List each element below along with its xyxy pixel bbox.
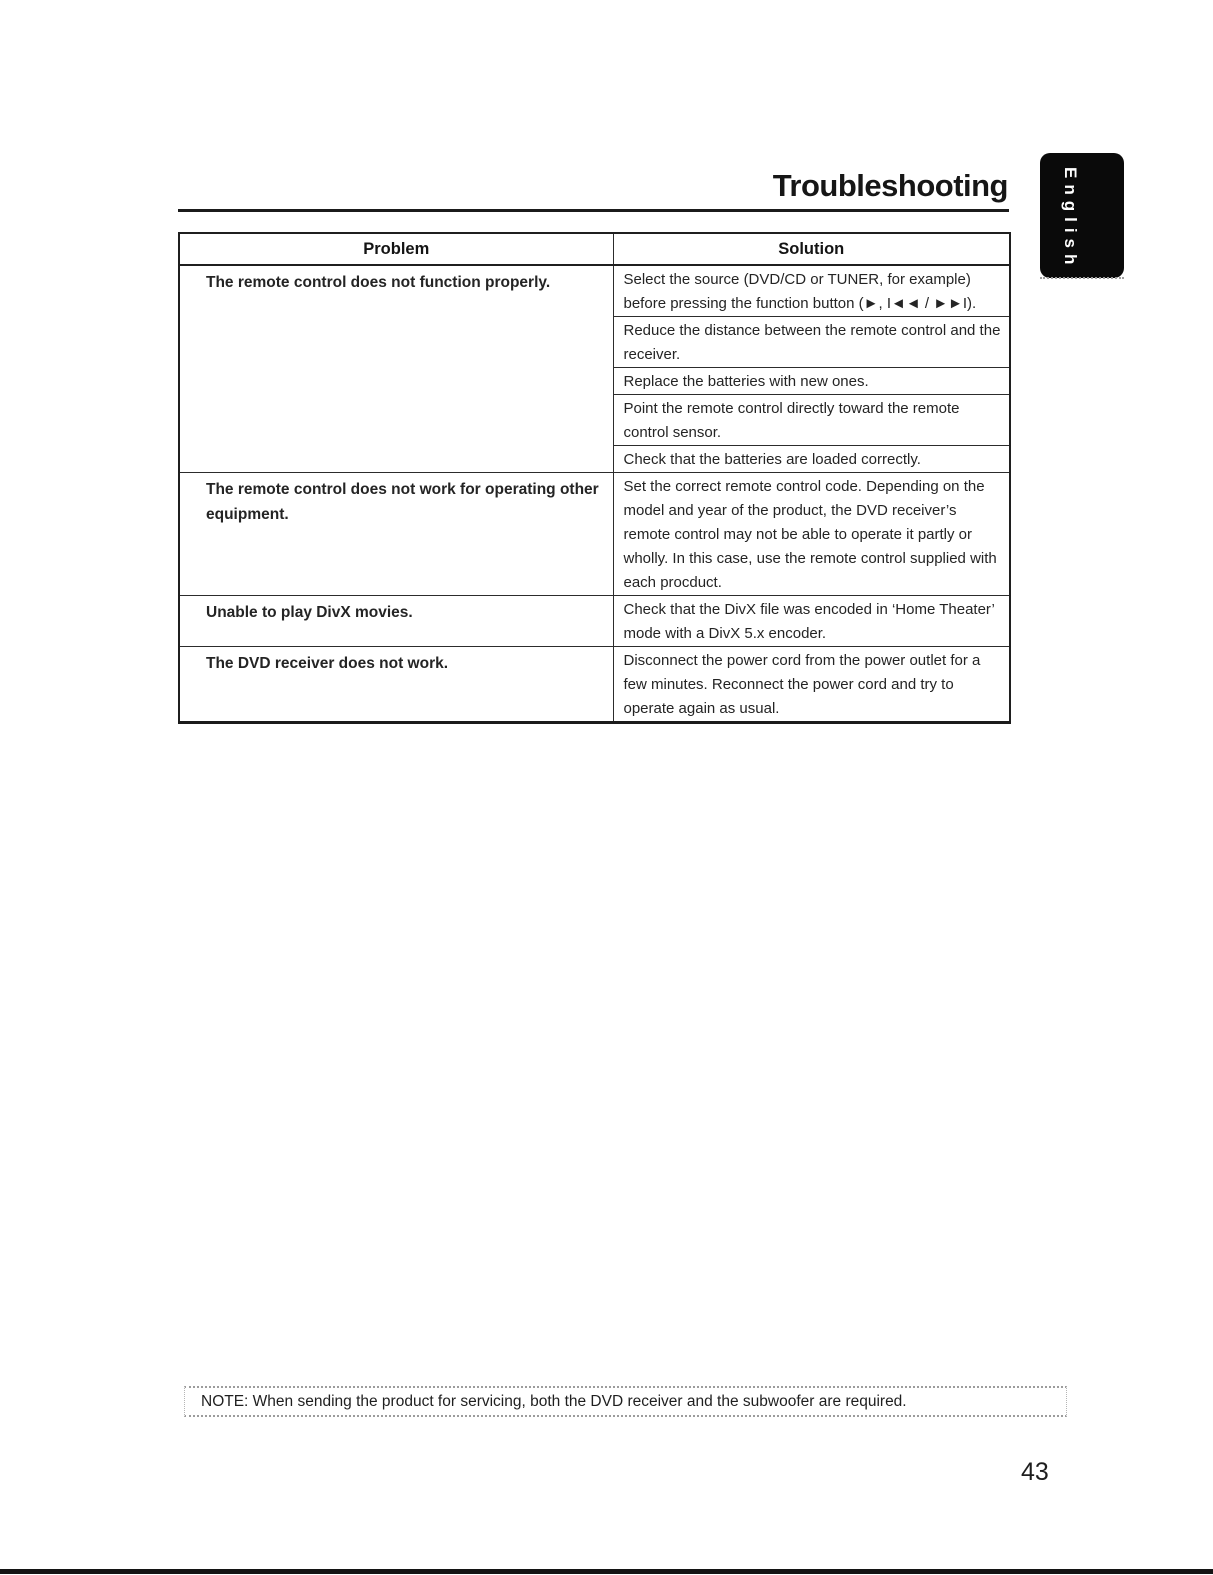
solution-cell: Set the correct remote control code. Depending on the model and year of the product, the DVD receiver’s remote control may not be able to operate it partly or wholly. In this case, use the remote control supplied with each procduct. <box>613 473 1010 596</box>
problem-cell-receiver-not-work: The DVD receiver does not work. <box>179 647 613 723</box>
page-title: Troubleshooting <box>772 168 1008 203</box>
language-tab-scan-fringe <box>1040 277 1124 279</box>
service-note-text: NOTE: When sending the product for servicing, both the DVD receiver and the subwoofer are required. <box>201 1392 907 1410</box>
service-note <box>184 1386 1067 1417</box>
page-number: 43 <box>1021 1458 1049 1486</box>
solution-cell: Replace the batteries with new ones. <box>613 368 1010 395</box>
bottom-scan-bar <box>0 1569 1213 1574</box>
title-rule <box>178 209 1009 212</box>
table-row <box>179 265 1010 317</box>
problem-cell-remote-function: The remote control does not function properly. <box>179 265 613 473</box>
language-tab-english <box>1040 153 1124 278</box>
solution-cell: Select the source (DVD/CD or TUNER, for example) before pressing the function button (►, I◄◄ / ►►I). <box>613 265 1010 317</box>
column-header-solution: Solution <box>613 233 1010 265</box>
problem-cell-remote-other-equipment: The remote control does not work for operating other equipment. <box>179 473 613 596</box>
table-header-row <box>179 233 1010 265</box>
table-row <box>179 473 1010 596</box>
column-header-problem: Problem <box>179 233 613 265</box>
table-row <box>179 647 1010 723</box>
troubleshooting-table <box>178 232 1011 724</box>
solution-cell: Check that the DivX file was encoded in ‘Home Theater’ mode with a DivX 5.x encoder. <box>613 596 1010 647</box>
solution-cell: Check that the batteries are loaded correctly. <box>613 446 1010 473</box>
solution-cell: Disconnect the power cord from the power outlet for a few minutes. Reconnect the power cord and try to operate again as usual. <box>613 647 1010 723</box>
language-tab-label: English <box>1061 166 1080 271</box>
solution-cell: Reduce the distance between the remote control and the receiver. <box>613 317 1010 368</box>
problem-cell-divx: Unable to play DivX movies. <box>179 596 613 647</box>
solution-cell: Point the remote control directly toward the remote control sensor. <box>613 395 1010 446</box>
table-row <box>179 596 1010 647</box>
